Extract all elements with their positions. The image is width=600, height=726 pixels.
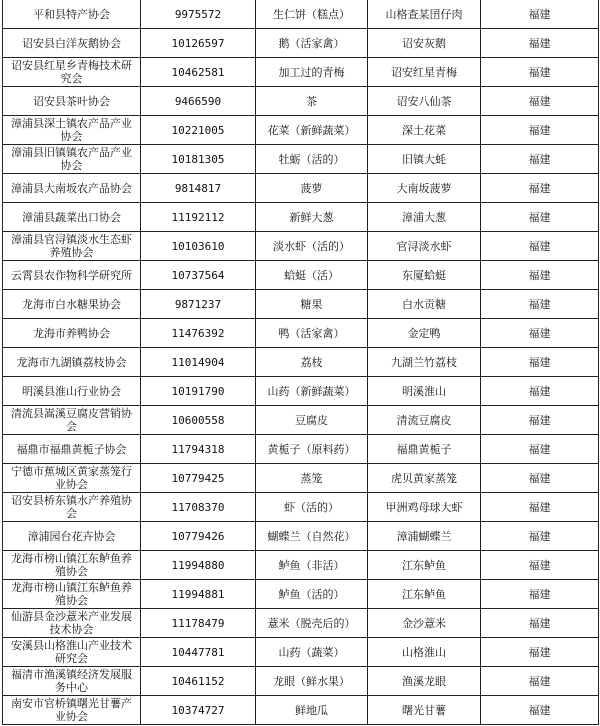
province-cell: 福建: [481, 116, 599, 145]
registration-number-cell: 10737564: [141, 261, 256, 290]
applicant-cell: 福清市渔溪镇经济发展服务中心: [3, 667, 141, 696]
registration-number-cell: 10779426: [141, 522, 256, 551]
table-row: [3, 319, 599, 348]
registration-number-cell: 11178479: [141, 609, 256, 638]
registration-number-cell: 10181305: [141, 145, 256, 174]
product-cell: 牡蛎（活的）: [256, 145, 368, 174]
applicant-cell: 仙游县金沙薏米产业发展技术协会: [3, 609, 141, 638]
product-cell: 蛤蜓（活）: [256, 261, 368, 290]
applicant-cell: 龙海市养鸭协会: [3, 319, 141, 348]
province-cell: 福建: [481, 261, 599, 290]
table-row: [3, 435, 599, 464]
table-row: [3, 638, 599, 667]
trademark-name-cell: 山格查某囝仔肉: [368, 0, 481, 29]
applicant-cell: 诏安县桥东镇水产养殖协会: [3, 493, 141, 522]
table-row: [3, 551, 599, 580]
applicant-cell: 漳浦园台花卉协会: [3, 522, 141, 551]
province-cell: 福建: [481, 319, 599, 348]
province-cell: 福建: [481, 174, 599, 203]
trademark-name-cell: 深土花菜: [368, 116, 481, 145]
province-cell: 福建: [481, 0, 599, 29]
product-cell: 新鲜大葱: [256, 203, 368, 232]
registration-number-cell: 11476392: [141, 319, 256, 348]
registration-number-cell: 10600558: [141, 406, 256, 435]
trademark-name-cell: 诏安八仙茶: [368, 87, 481, 116]
province-cell: 福建: [481, 435, 599, 464]
table-row: [3, 87, 599, 116]
registration-number-cell: 11014904: [141, 348, 256, 377]
province-cell: 福建: [481, 203, 599, 232]
registration-number-cell: 9814817: [141, 174, 256, 203]
trademark-name-cell: 明溪淮山: [368, 377, 481, 406]
product-cell: 龙眼（鲜水果）: [256, 667, 368, 696]
applicant-cell: 福鼎市福鼎黄栀子协会: [3, 435, 141, 464]
applicant-cell: 漳浦县蔬菜出口协会: [3, 203, 141, 232]
table-row: [3, 145, 599, 174]
registration-number-cell: 10374727: [141, 696, 256, 725]
province-cell: 福建: [481, 29, 599, 58]
trademark-name-cell: 金定鸭: [368, 319, 481, 348]
registration-number-cell: 11794318: [141, 435, 256, 464]
province-cell: 福建: [481, 464, 599, 493]
product-cell: 山药（蔬菜）: [256, 638, 368, 667]
registration-number-cell: 11994881: [141, 580, 256, 609]
registration-number-cell: 9975572: [141, 0, 256, 29]
table-row: [3, 58, 599, 87]
province-cell: 福建: [481, 290, 599, 319]
trademark-name-cell: 甲洲鸡母球大虾: [368, 493, 481, 522]
province-cell: 福建: [481, 609, 599, 638]
table-row: [3, 0, 599, 29]
product-cell: 生仁饼（糕点）: [256, 0, 368, 29]
product-cell: 鲈鱼（非活）: [256, 551, 368, 580]
registration-number-cell: 10126597: [141, 29, 256, 58]
product-cell: 蝴蝶兰（自然花）: [256, 522, 368, 551]
applicant-cell: 南安市官桥镇曙光甘薯产业协会: [3, 696, 141, 725]
product-cell: 鲜地瓜: [256, 696, 368, 725]
product-cell: 黄栀子（原料药）: [256, 435, 368, 464]
applicant-cell: 诏安县茶叶协会: [3, 87, 141, 116]
applicant-cell: 漳浦县大南坂农产品协会: [3, 174, 141, 203]
trademark-name-cell: 官浔淡水虾: [368, 232, 481, 261]
table-row: [3, 203, 599, 232]
applicant-cell: 云霄县农作物科学研究所: [3, 261, 141, 290]
registration-number-cell: 11994880: [141, 551, 256, 580]
table-row: [3, 580, 599, 609]
applicant-cell: 宁德市蕉城区黄家蒸笼行业协会: [3, 464, 141, 493]
registration-number-cell: 10779425: [141, 464, 256, 493]
product-cell: 山药（新鲜蔬菜）: [256, 377, 368, 406]
table-row: [3, 116, 599, 145]
table-row: [3, 464, 599, 493]
trademark-name-cell: 金沙薏米: [368, 609, 481, 638]
province-cell: 福建: [481, 696, 599, 725]
table-row: [3, 406, 599, 435]
applicant-cell: 诏安县红星乡青梅技术研究会: [3, 58, 141, 87]
applicant-cell: 诏安县白洋灰鹅协会: [3, 29, 141, 58]
product-cell: 荔枝: [256, 348, 368, 377]
table-row: [3, 377, 599, 406]
product-cell: 鸭（活家禽）: [256, 319, 368, 348]
trademark-name-cell: 诏安灰鹅: [368, 29, 481, 58]
province-cell: 福建: [481, 232, 599, 261]
province-cell: 福建: [481, 406, 599, 435]
table-row: [3, 232, 599, 261]
product-cell: 菠萝: [256, 174, 368, 203]
trademark-name-cell: 江东鲈鱼: [368, 551, 481, 580]
applicant-cell: 平和县特产协会: [3, 0, 141, 29]
registration-number-cell: 9871237: [141, 290, 256, 319]
applicant-cell: 安溪县山格淮山产业技术研究会: [3, 638, 141, 667]
table-row: [3, 696, 599, 725]
applicant-cell: 龙海市榜山镇江东鲈鱼养殖协会: [3, 580, 141, 609]
applicant-cell: 龙海市白水糖果协会: [3, 290, 141, 319]
registration-table-body: [3, 0, 599, 725]
product-cell: 豆腐皮: [256, 406, 368, 435]
product-cell: 糖果: [256, 290, 368, 319]
applicant-cell: 龙海市九湖镇荔枝协会: [3, 348, 141, 377]
province-cell: 福建: [481, 145, 599, 174]
province-cell: 福建: [481, 348, 599, 377]
province-cell: 福建: [481, 522, 599, 551]
product-cell: 鹅（活家禽）: [256, 29, 368, 58]
province-cell: 福建: [481, 377, 599, 406]
table-row: [3, 493, 599, 522]
province-cell: 福建: [481, 580, 599, 609]
registration-number-cell: 10461152: [141, 667, 256, 696]
product-cell: 蒸笼: [256, 464, 368, 493]
registration-table: [2, 0, 599, 725]
applicant-cell: 漳浦县深土镇农产品产业协会: [3, 116, 141, 145]
applicant-cell: 清流县嵩溪豆腐皮营销协会: [3, 406, 141, 435]
trademark-name-cell: 大南坂菠萝: [368, 174, 481, 203]
trademark-name-cell: 漳浦蝴蝶兰: [368, 522, 481, 551]
table-row: [3, 609, 599, 638]
applicant-cell: 漳浦县官浔镇淡水生态虾养殖协会: [3, 232, 141, 261]
table-row: [3, 290, 599, 319]
trademark-name-cell: 曙光甘薯: [368, 696, 481, 725]
registration-number-cell: 9466590: [141, 87, 256, 116]
table-row: [3, 522, 599, 551]
trademark-name-cell: 九湖兰竹荔枝: [368, 348, 481, 377]
table-row: [3, 261, 599, 290]
product-cell: 加工过的青梅: [256, 58, 368, 87]
trademark-name-cell: 白水贡糖: [368, 290, 481, 319]
product-cell: 花菜（新鲜蔬菜）: [256, 116, 368, 145]
applicant-cell: 漳浦县旧镇镇农产品产业协会: [3, 145, 141, 174]
table-row: [3, 29, 599, 58]
trademark-name-cell: 清流豆腐皮: [368, 406, 481, 435]
registration-number-cell: 11192112: [141, 203, 256, 232]
table-row: [3, 174, 599, 203]
trademark-name-cell: 诏安红星青梅: [368, 58, 481, 87]
registration-number-cell: 10103610: [141, 232, 256, 261]
trademark-name-cell: 福鼎黄栀子: [368, 435, 481, 464]
trademark-name-cell: 东厦蛤蜓: [368, 261, 481, 290]
product-cell: 薏米（脱壳后的）: [256, 609, 368, 638]
province-cell: 福建: [481, 551, 599, 580]
province-cell: 福建: [481, 493, 599, 522]
registration-number-cell: 10221005: [141, 116, 256, 145]
province-cell: 福建: [481, 58, 599, 87]
registration-number-cell: 10191790: [141, 377, 256, 406]
table-row: [3, 667, 599, 696]
registration-number-cell: 10462581: [141, 58, 256, 87]
applicant-cell: 明溪县淮山行业协会: [3, 377, 141, 406]
product-cell: 茶: [256, 87, 368, 116]
trademark-name-cell: 漳浦大葱: [368, 203, 481, 232]
province-cell: 福建: [481, 638, 599, 667]
applicant-cell: 龙海市榜山镇江东鲈鱼养殖协会: [3, 551, 141, 580]
trademark-name-cell: 山格淮山: [368, 638, 481, 667]
product-cell: 虾（活的）: [256, 493, 368, 522]
trademark-name-cell: 渔溪龙眼: [368, 667, 481, 696]
registration-number-cell: 10447781: [141, 638, 256, 667]
trademark-name-cell: 旧镇大蚝: [368, 145, 481, 174]
province-cell: 福建: [481, 667, 599, 696]
trademark-name-cell: 虎贝黄家蒸笼: [368, 464, 481, 493]
trademark-name-cell: 江东鲈鱼: [368, 580, 481, 609]
table-row: [3, 348, 599, 377]
registration-number-cell: 11708370: [141, 493, 256, 522]
product-cell: 鲈鱼（活的）: [256, 580, 368, 609]
product-cell: 淡水虾（活的）: [256, 232, 368, 261]
province-cell: 福建: [481, 87, 599, 116]
